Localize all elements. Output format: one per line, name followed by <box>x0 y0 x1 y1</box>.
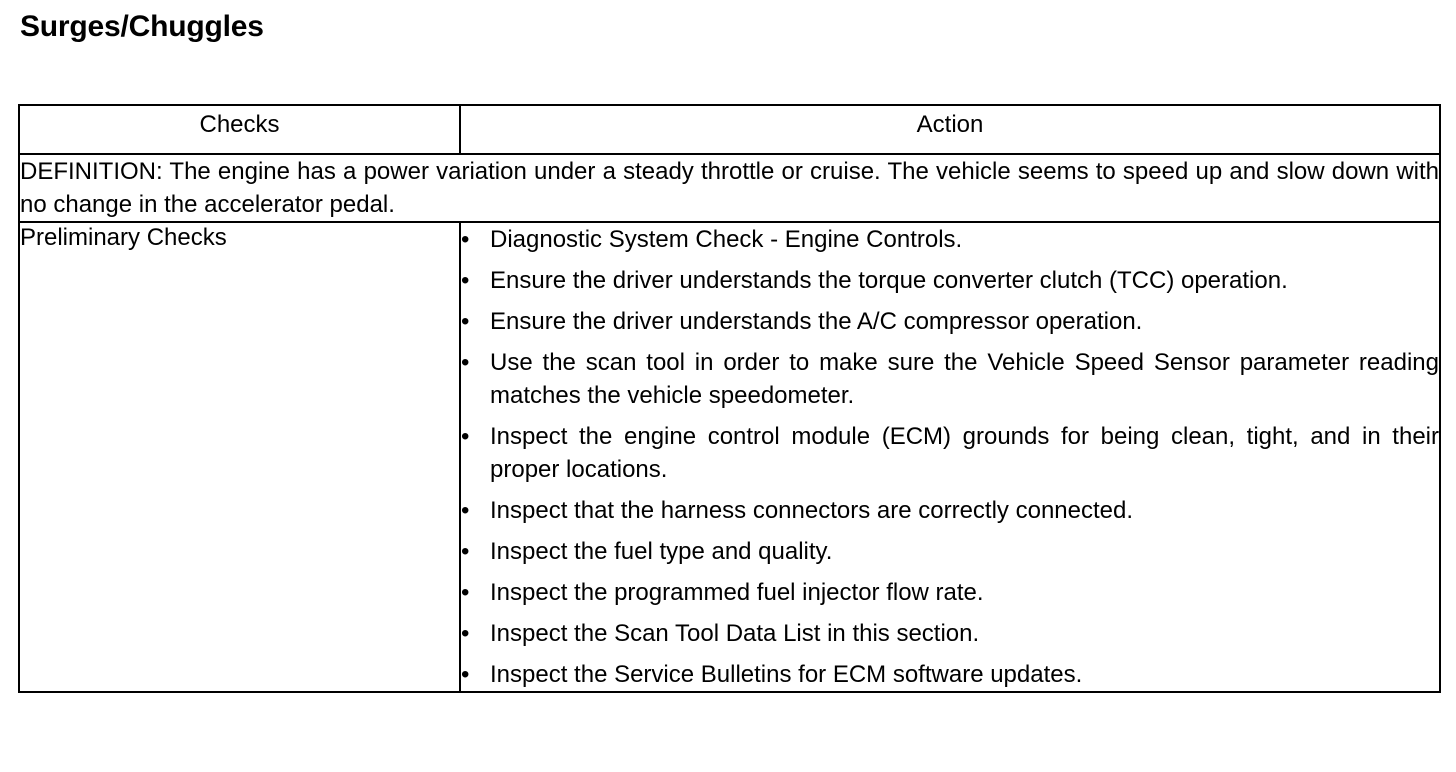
bullet-icon: • <box>461 620 470 647</box>
bullet-icon: • <box>461 538 470 565</box>
action-item <box>461 223 1439 256</box>
action-text: Inspect the engine control module (ECM) grounds for being clean, tight, and in their proper locations. <box>490 423 1439 483</box>
action-text: Use the scan tool in order to make sure the Vehicle Speed Sensor parameter reading matches the vehicle speedometer. <box>490 349 1439 409</box>
action-text: Inspect that the harness connectors are correctly connected. <box>490 497 1134 524</box>
action-text: Ensure the driver understands the A/C compressor operation. <box>490 308 1143 335</box>
action-item <box>461 346 1439 412</box>
diagnostic-table <box>18 104 1441 693</box>
action-list <box>461 223 1439 691</box>
bullet-icon: • <box>461 308 470 335</box>
definition-row <box>19 154 1440 222</box>
action-text: Inspect the programmed fuel injector flow rate. <box>490 579 984 606</box>
action-text: Ensure the driver understands the torque converter clutch (TCC) operation. <box>490 267 1288 294</box>
check-label: Preliminary Checks <box>19 222 460 692</box>
action-text: Diagnostic System Check - Engine Controls. <box>490 226 963 253</box>
column-header-action: Action <box>460 105 1440 154</box>
bullet-icon: • <box>461 267 470 294</box>
table-row <box>19 222 1440 692</box>
bullet-icon: • <box>461 497 470 524</box>
bullet-icon: • <box>461 349 470 376</box>
definition-text: DEFINITION: The engine has a power variation under a steady throttle or cruise. The vehicle seems to speed up and slow down with no change in the accelerator pedal. <box>19 154 1440 222</box>
bullet-icon: • <box>461 423 470 450</box>
action-item <box>461 264 1439 297</box>
action-item <box>461 494 1439 527</box>
action-item <box>461 617 1439 650</box>
column-header-checks: Checks <box>19 105 460 154</box>
action-item <box>461 576 1439 609</box>
table-header-row <box>19 105 1440 154</box>
action-item <box>461 658 1439 691</box>
bullet-icon: • <box>461 579 470 606</box>
bullet-icon: • <box>461 661 470 688</box>
action-text: Inspect the Scan Tool Data List in this section. <box>490 620 980 647</box>
bullet-icon: • <box>461 226 470 253</box>
page-title: Surges/Chuggles <box>20 10 264 43</box>
action-item <box>461 535 1439 568</box>
action-item <box>461 305 1439 338</box>
action-text: Inspect the fuel type and quality. <box>490 538 833 565</box>
action-text: Inspect the Service Bulletins for ECM software updates. <box>490 661 1083 688</box>
action-item <box>461 420 1439 486</box>
action-cell <box>460 222 1440 692</box>
